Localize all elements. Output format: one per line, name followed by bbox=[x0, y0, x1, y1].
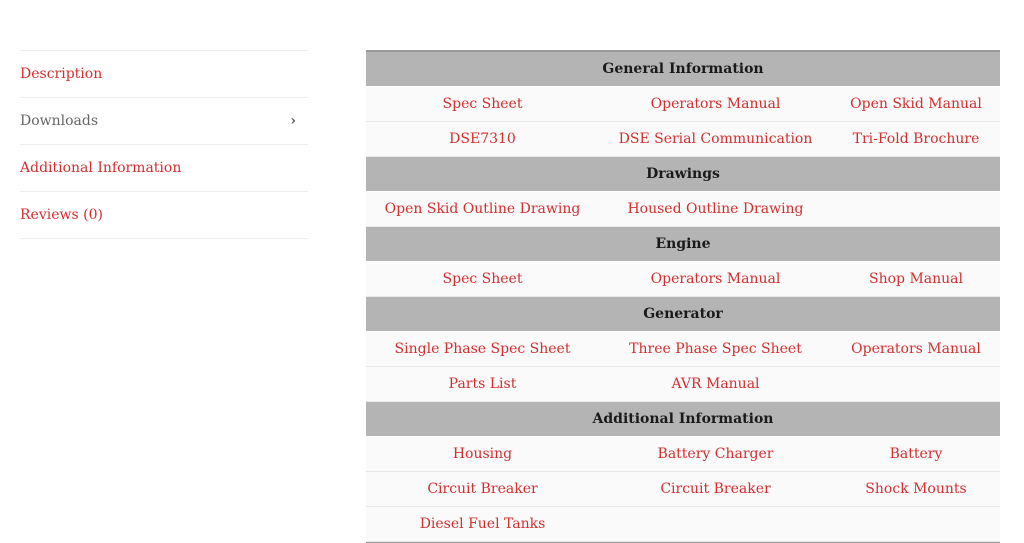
download-link[interactable]: Tri-Fold Brochure bbox=[832, 122, 1000, 157]
table-row bbox=[366, 192, 1000, 227]
section-title: Additional Information bbox=[366, 402, 1000, 437]
download-link[interactable]: Single Phase Spec Sheet bbox=[366, 332, 599, 367]
download-link[interactable]: Circuit Breaker bbox=[366, 472, 599, 507]
download-link[interactable]: Operators Manual bbox=[599, 87, 832, 122]
section-title: General Information bbox=[366, 52, 1000, 87]
download-link[interactable]: Parts List bbox=[366, 367, 599, 402]
download-link[interactable]: Shock Mounts bbox=[832, 472, 1000, 507]
empty-cell bbox=[832, 192, 1000, 227]
download-link[interactable]: Open Skid Manual bbox=[832, 87, 1000, 122]
section-title: Drawings bbox=[366, 157, 1000, 192]
tab-label: Reviews (0) bbox=[20, 207, 103, 223]
download-link[interactable]: Open Skid Outline Drawing bbox=[366, 192, 599, 227]
tab-reviews[interactable] bbox=[20, 192, 308, 239]
downloads-panel bbox=[366, 50, 1000, 543]
download-link[interactable]: Spec Sheet bbox=[366, 262, 599, 297]
downloads-table bbox=[366, 52, 1000, 542]
download-link[interactable]: DSE Serial Communication bbox=[599, 122, 832, 157]
section-header-row bbox=[366, 297, 1000, 332]
product-tabs bbox=[20, 50, 308, 239]
chevron-right-icon: › bbox=[290, 113, 296, 129]
empty-cell bbox=[832, 507, 1000, 542]
empty-cell bbox=[599, 507, 832, 542]
empty-cell bbox=[832, 367, 1000, 402]
tab-label: Description bbox=[20, 66, 103, 82]
download-link[interactable]: Operators Manual bbox=[832, 332, 1000, 367]
table-row bbox=[366, 507, 1000, 542]
tab-label: Additional Information bbox=[20, 160, 182, 176]
section-header-row bbox=[366, 402, 1000, 437]
table-row bbox=[366, 87, 1000, 122]
table-row bbox=[366, 472, 1000, 507]
download-link[interactable]: AVR Manual bbox=[599, 367, 832, 402]
table-row bbox=[366, 262, 1000, 297]
table-row bbox=[366, 332, 1000, 367]
section-title: Engine bbox=[366, 227, 1000, 262]
download-link[interactable]: Spec Sheet bbox=[366, 87, 599, 122]
table-row bbox=[366, 122, 1000, 157]
tab-label: Downloads bbox=[20, 113, 99, 129]
download-link[interactable]: Diesel Fuel Tanks bbox=[366, 507, 599, 542]
table-row bbox=[366, 367, 1000, 402]
download-link[interactable]: Shop Manual bbox=[832, 262, 1000, 297]
tab-description[interactable] bbox=[20, 51, 308, 98]
download-link[interactable]: Battery bbox=[832, 437, 1000, 472]
download-link[interactable]: Battery Charger bbox=[599, 437, 832, 472]
download-link[interactable]: Circuit Breaker bbox=[599, 472, 832, 507]
tab-additional-information[interactable] bbox=[20, 145, 308, 192]
download-link[interactable]: Housing bbox=[366, 437, 599, 472]
table-row bbox=[366, 437, 1000, 472]
section-header-row bbox=[366, 52, 1000, 87]
download-link[interactable]: Three Phase Spec Sheet bbox=[599, 332, 832, 367]
section-header-row bbox=[366, 227, 1000, 262]
download-link[interactable]: Housed Outline Drawing bbox=[599, 192, 832, 227]
download-link[interactable]: DSE7310 bbox=[366, 122, 599, 157]
download-link[interactable]: Operators Manual bbox=[599, 262, 832, 297]
section-title: Generator bbox=[366, 297, 1000, 332]
tab-downloads[interactable] bbox=[20, 98, 308, 145]
section-header-row bbox=[366, 157, 1000, 192]
